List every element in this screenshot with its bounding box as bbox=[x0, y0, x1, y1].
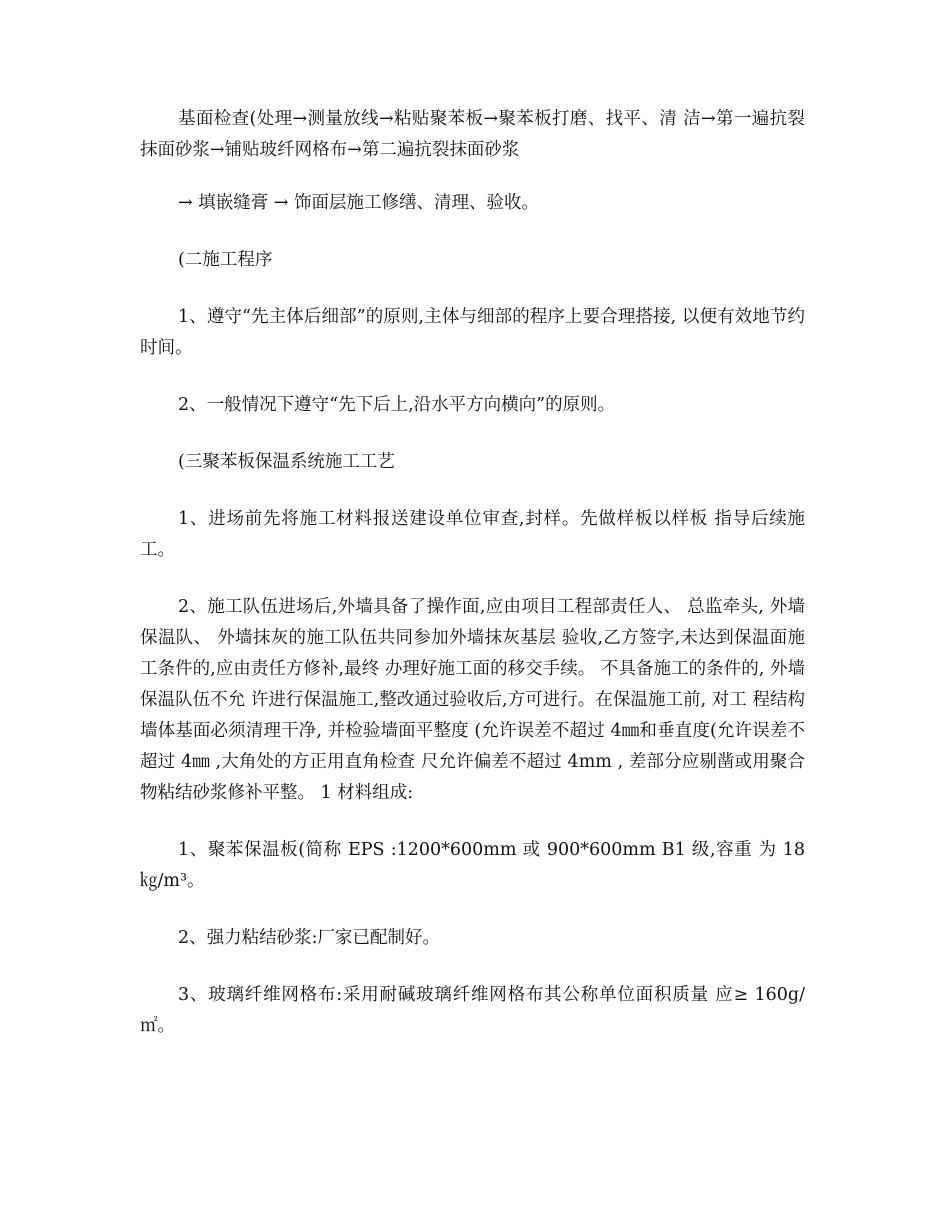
paragraph-material-2: 2、强力粘结砂浆:厂家已配制好。 bbox=[178, 928, 441, 948]
document-body bbox=[140, 104, 805, 1068]
paragraph-material-3: 3、玻璃纤维网格布:采用耐碱玻璃纤维网格布其公称单位面积质量 应≥ 160g/㎡。 bbox=[140, 985, 805, 1036]
paragraph-eps-1: 1、进场前先将施工材料报送建设单位审查,封样。先做样板以样板 指导后续施工。 bbox=[140, 509, 805, 560]
paragraph-process-flow: 基面检查(处理→测量放线→粘贴聚苯板→聚苯板打磨、找平、清 洁→第一遍抗裂抹面砂浆→铺贴玻纤网格布→第二遍抗裂抹面砂浆 bbox=[140, 109, 805, 160]
paragraph-procedure-2: 2、一般情况下遵守“先下后上,沿水平方向横向”的原则。 bbox=[178, 395, 616, 415]
paragraph-process-flow-end: → 填嵌缝膏 → 饰面层施工修缮、清理、验收。 bbox=[178, 193, 540, 213]
section-heading-construction-procedure: (二施工程序 bbox=[178, 250, 273, 270]
paragraph-eps-2: 2、施工队伍进场后,外墙具备了操作面,应由项目工程部责任人、 总监牵头, 外墙保温队、 外墙抹灰的施工队伍共同参加外墙抹灰基层 验收,乙方签字,未达到保温面施工条件的,应由责任方修补,最终 办理好施工面的移交手续。 不具备施工的条件的, 外墙保温队伍不允 许进行保温施工,整改通过验收后,方可进行。在保温施工前, 对工 程结构墙体基面必须清理干净, 并检验墙面平整度 (允许误差不超过 4㎜和垂直度(允许误差不超过 4㎜ ,大角处的方正用直角检查 尺允许偏差不超过 4mm , 差部分应剔凿或用聚合物粘结砂浆修补平整。 1 材料组成: bbox=[140, 597, 805, 803]
paragraph-procedure-1: 1、遵守“先主体后细部”的原则,主体与细部的程序上要合理搭接, 以便有效地节约时间。 bbox=[140, 307, 805, 358]
section-heading-eps-process: (三聚苯板保温系统施工工艺 bbox=[178, 452, 395, 472]
paragraph-material-1: 1、聚苯保温板(简称 EPS :1200*600mm 或 900*600mm B1 级,容重 为 18㎏/m³。 bbox=[140, 840, 805, 891]
